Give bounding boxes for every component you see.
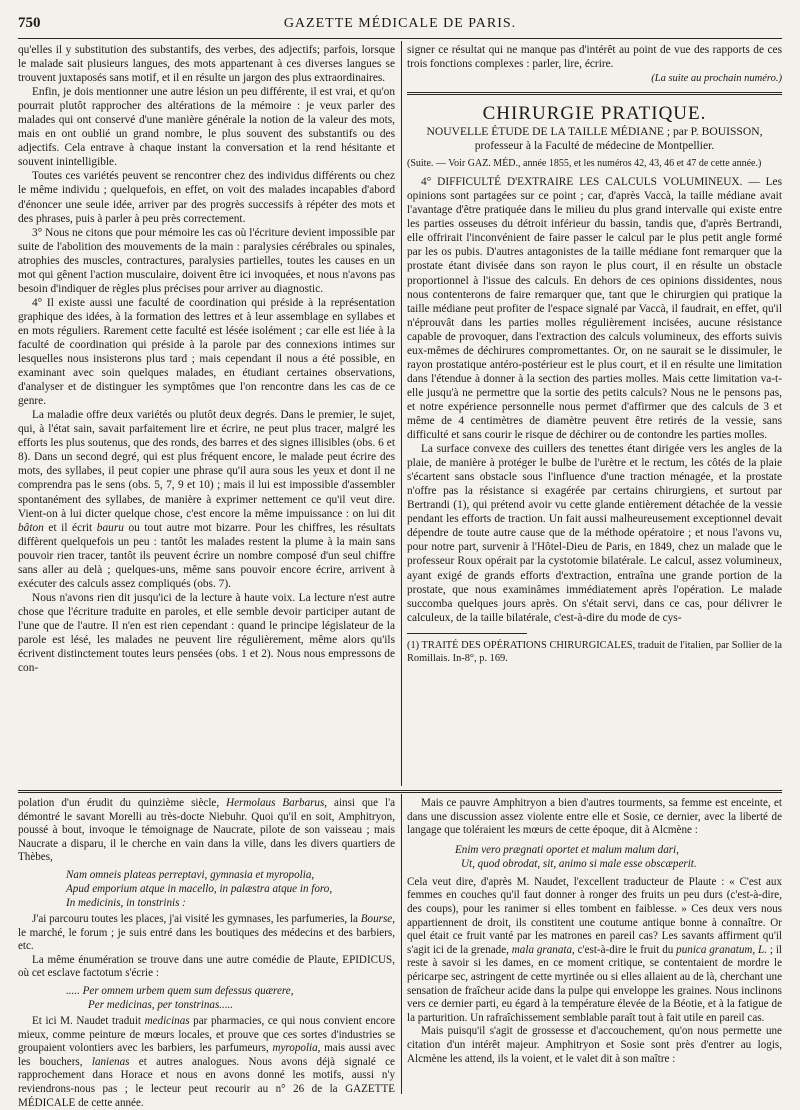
italic-word: punica granatum, L.	[676, 943, 767, 956]
paragraph: qu'elles il y substitution des substantifs, des verbes, des adjectifs; parfois, lorsque le malade sait plusieurs langues, des mots appartenant à ces diverses langues se trouvent juxtaposés sans motif, et il en résulte un jargon des plus extraordinaires.	[18, 44, 395, 85]
footnote-divider	[407, 633, 527, 634]
paragraph: Enfin, je dois mentionner une autre lésion un peu différente, il est vrai, et qu'on pourrait plutôt rapprocher des altérations de la mémoire : je veux parler des malades qui ont conservé d'une manière générale la notion de la valeur des mots, mais en ont oublié un grand nombre, le plus souvent des substantifs ou des adjectifs. Cela entrave à chaque instant la conversation et la rend hésitante et souvent inintelligible.	[18, 86, 395, 169]
text-run: , le marché, le forum ; je suis entré dans les boutiques des médecins et des barbiers, etc.	[18, 912, 395, 953]
italic-word: bauru	[96, 521, 124, 534]
italic-name: Hermolaus Barbarus	[226, 797, 325, 809]
text-run: ; il reste à savoir si les dames, en ce moment critique, se contentaient de mordre le péricarpe sec, astringent de cette myrtinée ou si elles allaient au de là, cherchant une sensation de fraîcheur acide dans la pulpe qui enveloppe les graines. Nous inclinons vers ce dernier parti, eu égard à la température élevée de la Béotie, et à la fatigue de la parturition. Un rafraîchissement semblable paraît tout à fait utile en pareil cas.	[407, 943, 782, 1024]
text-run: Cela veut dire, d'après M. Naudet, l'excellent traducteur de Plaute : « C'est aux femmes en couches qu'il faut donner à ronger des fruits un peu durs (c'est-à-dire, des coups), pour les ranimer si elles tombent en faiblesse. » Ces deux vers nous appartiennent de droit, ils constitent une coutume antique bonne à connaître. Or quel était ce fruit vanté par les matrones en pareil cas? Les savants affirment qu'il s'agit ici de la grenade,	[407, 875, 782, 956]
left-column-bottom	[18, 797, 395, 1109]
page-number: 750	[18, 15, 41, 31]
latin-verse: In medicinis, in tonstrinis :	[66, 896, 186, 909]
latin-verse: Enim vero prægnati oportet et malum malum dari,	[455, 843, 679, 856]
paragraph: La surface convexe des cuillers des tenettes étant dirigée vers les angles de la plaie, de manière à protéger le bulbe de l'urètre et le rectum, les côtés de la plaie s'écartent sans obstacle sous l'influence d'une traction ménagée, et la prostate n'offre pas la résistance si exagérée par certains chirurgiens, et surtout par Bertrandi (1), qui prétend avoir vu cette glande entièrement détachée de la vessie pendant les efforts de traction. Un fait aussi malheureusement exceptionnel devait dépendre de toute autre cause que de la méthode opératoire ; et nous l'avons vu, pour notre part, survenir à l'Hôtel-Dieu de Paris, en 1849, chez un malade que le professeur Roux opérait par la cystotomie bilatérale. Le calcul, assez volumineux, ayant exigé de grands efforts d'extraction, entraîna une grande portion de la prostate, que nous examinâmes immédiatement après l'opération. Le malade succomba quelques jours après. On s'était servi, dans ce cas, pour délivrer le calculeux, de la taille bilatérale, c'est-à-dire du mode de cys-	[407, 443, 782, 624]
section-title: CHIRURGIE PRATIQUE.	[482, 103, 707, 125]
text-run: La maladie offre deux variétés ou plutôt deux degrés. Dans le premier, le sujet, qui, à l'état sain, savait parfaitement lire et écrire, ne peut plus tracer, malgré les efforts les plus soutenus, que des ronds, des barres et des signes illisibles (obs. 6 et 8). Dans un second degré, qui est plus fréquent encore, le malade peut écrire des mots, des syllabes, il peut copier une phrase qu'il aura sous les yeux et dont il ne comprendra pas le sens (obs. 5, 7, 9 et 10) ; mais il lui est impossible d'assembler spontanément des syllabes, de manière à exprimer nettement ce qu'il veut dire. Vient-on à lui dicter quelque chose, c'est encore la même impuissance : on lui dit	[18, 409, 395, 520]
feuilleton-divider	[18, 790, 782, 793]
paragraph: 3° Nous ne citons que pour mémoire les cas où l'écriture devient impossible par suite de l'abolition des mouvements de la main : paralysies cérébrales ou spinales, atrophies des muscles, contractures, paralysies partielles, toutes les causes en un mot qui gênent l'action musculaire, doivent être ici invoquées, et nous n'avons pas besoin d'indiquer de règles plus précises pour arriver au diagnostic.	[18, 226, 395, 295]
paragraph	[18, 1015, 395, 1110]
text-run: , ainsi que l'a démontré le savant Morelli au très-docte Niebuhr. Quoi qu'il en soit, Amphitryon, poussé à bout, invoque le témoignage de Naucrate, pilote de son vaisseau ; mais Naucrate a disparu, il le cherche en vain dans la ville, dans les divers quartiers de Thèbes,	[18, 797, 395, 864]
paragraph: Mais puisqu'il s'agit de grossesse et d'accouchement, qu'on nous permette une citation d'un intérêt majeur. Amphitryon et Sosie sont près d'entrer au logis, Alcmène les attend, ils la voient, et le valet dit à son maître :	[407, 1025, 782, 1065]
italic-word: myropolia	[272, 1042, 318, 1055]
article-heading	[407, 125, 782, 153]
paragraph: signer ce résultat qui ne manque pas d'intérêt au point de vue des rapports de ces trois fonctions complexes : parler, lire, écrire.	[407, 44, 782, 71]
page-header	[18, 12, 782, 39]
right-column-top	[407, 43, 782, 785]
paragraph	[18, 913, 395, 954]
continuation-note: (La suite au prochain numéro.)	[651, 73, 782, 85]
column-divider	[401, 41, 402, 786]
paragraph: Nous n'avons rien dit jusqu'ici de la lecture à haute voix. La lecture n'est autre chose que l'écriture traduite en paroles, et elle semble devoir participer autant de l'une que de l'autre. Il n'en est rien cependant : quand le principe législateur de la parole est lésé, les malades ne peuvent lire régulièrement, même alors qu'ils écrivent distinctement toutes leurs pensées (obs. 1 et 2). Nous nous empressons de con-	[18, 591, 395, 675]
journal-title: GAZETTE MÉDICALE DE PARIS.	[283, 16, 517, 31]
paragraph: Toutes ces variétés peuvent se rencontrer chez des individus différents ou chez le même individu ; quelquefois, en effet, on voit des malades incapables d'abord d'énoncer une seule idée, arriver par des progrès successifs à répéter des mots et des phrases, puis à parler à peu près correctement.	[18, 170, 395, 225]
paragraph: La même énumération se trouve dans une autre comédie de Plaute, EPIDICUS, où cet esclave factotum s'écrie :	[18, 953, 395, 980]
latin-verse: Nam omneis plateas perreptavi, gymnasia et myropolia,	[66, 868, 315, 881]
section-divider	[407, 92, 782, 95]
article-reference-note: (Suite. — Voir GAZ. MÉD., année 1855, et les numéros 42, 43, 46 et 47 de cette année.)	[407, 158, 762, 170]
text-run: Et ici M. Naudet traduit	[32, 1014, 145, 1027]
paragraph: 4° Il existe aussi une faculté de coordination qui préside à la représentation graphique des idées, à la formation des lettres et à leur assemblage en syllabes et en mots réguliers. Rarement cette faculté est lésée isolément ; car elle est liée à la faculté de coordination qui préside à la parole par des connexions intimes sur lesquelles nous insisterons plus tard ; mais cependant il nous a été possible, en examinant avec soin quelques malades, en étudiant certaines observations, d'analyser et de distinguer les symptômes que l'on rencontre dans les cas de ce genre.	[18, 296, 395, 408]
right-column-bottom	[407, 797, 782, 1093]
latin-verse: Per medicinas, per tonstrinas.....	[88, 998, 234, 1011]
paragraph: 4° DIFFICULTÉ D'EXTRAIRE LES CALCULS VOLUMINEUX. — Les opinions sont partagées sur ce point ; car, d'après Vaccà, la taille médiane avait l'avantage d'être pratiquée dans le milieu du plus grand intervalle qui existe entre les parties osseuses du détroit inférieur du bassin, tandis que, d'après Bertrandi, elle offrirait l'inconvénient de faire passer le calcul par le plus petit angle formé par les os pubis. D'autres antagonistes de la taille médiane font remarquer que la prostate étant divisée dans son rayon le plus court, il en résulte un obstacle proportionnel à l'issue des calculs. En dehors de ces opinions dissidentes, nous nous contenterons de faire remarquer que, tant que le chirurgien qui pratique la taille médiane peut profiter de l'espace signalé par Vaccà, il faudrait, en effet, qu'il n'éprouvât dans les parties molles régulièrement incisées, aucune résistance capable de provoquer, dans l'extraction des calculs volumineux, des efforts suivis eux-mêmes de déchirures compromettantes. Or, on ne saurait se le dissimuler, le rayon prostatique antéro-postérieur est le plus court, et il en résulte une limitation dans l'étendue à donner à la section des parties molles. Mais cette limitation va-t-elle jusqu'à ne permettre que la sortie des petits calculs? Nous ne le pensons pas, et notre expérience personnelle nous permet d'affirmer que des calculs de 3 et même de 4 centimètres de diamètre peuvent être retirés de la vessie, sans difficulté et sans courir le risque de déchirer ou de contondre les parties molles.	[407, 176, 782, 442]
left-column-top	[18, 43, 395, 785]
latin-verse: Ut, quod obrodat, sit, animo si male esse obscæperit.	[461, 857, 697, 870]
italic-word: mala granata	[511, 943, 572, 956]
italic-word: Bourse	[360, 912, 393, 925]
italic-word: bâton	[18, 521, 44, 534]
column-divider	[401, 794, 402, 1094]
article-title-line: NOUVELLE ÉTUDE DE LA TAILLE MÉDIANE ; par P. BOUISSON,	[426, 125, 763, 139]
footnote: (1) TRAITÉ DES OPÉRATIONS CHIRURGICALES, traduit de l'italien, par Sollier de la Romillais. In-8°, p. 169.	[407, 639, 782, 664]
article-author-line: professeur à la Faculté de médecine de Montpellier.	[474, 139, 715, 153]
text-run: et il écrit	[43, 521, 97, 534]
italic-word: medicinas	[144, 1014, 190, 1027]
text-run: polation d'un érudit du quinzième siècle,	[18, 797, 227, 809]
text-run: et autres analogues. Nous avons déjà signalé ce rapprochement dans Horace et nous en avons donné les motifs, aussi n'y reviendrons-nous pas ; le lecteur peut recourir au n° 26 de la GAZETTE MÉDICALE de cette année.	[18, 1055, 395, 1109]
paragraph	[18, 797, 395, 865]
latin-verse: Apud emporium atque in macello, in palæstra atque in foro,	[66, 882, 333, 895]
italic-word: lanienas	[91, 1055, 130, 1068]
text-run: ou tout autre mot bizarre. Pour les chiffres, les résultats diffèrent quelquefois un peu : tantôt les malades restent la plume à la main sans pouvoir rien tracer, tantôt ils peuvent écrire un nombre composé d'un seul chiffre sans aller au delà ; quelques-uns, même sans pouvoir encore écrire, arrivent à exécuter des calculs assez compliqués (obs. 7).	[18, 521, 396, 590]
text-run: , mais aussi avec les bouchers,	[18, 1042, 395, 1068]
paragraph	[18, 408, 395, 591]
latin-verse: ..... Per omnem urbem quem sum defessus quærere,	[66, 984, 294, 997]
text-run: , c'est-à-dire le fruit du	[572, 943, 677, 956]
text-run: J'ai parcouru toutes les places, j'ai visité les gymnases, les parfumeries, la	[32, 912, 361, 925]
paragraph: Mais ce pauvre Amphitryon a bien d'autres tourments, sa femme est enceinte, et dans une discussion assez violente entre elle et Sosie, ce dernier, avec la liberté de langage que toléraient les mœurs de cette époque, dit à Alcmène :	[407, 797, 782, 837]
paragraph	[407, 876, 782, 1026]
text-run: par pharmacies, ce qui nous convient encore mieux, comme peinture de mœurs locales, et prouve que ces sortes d'industries se groupaient volontiers avec les barbiers, les parfumeurs,	[18, 1014, 395, 1055]
